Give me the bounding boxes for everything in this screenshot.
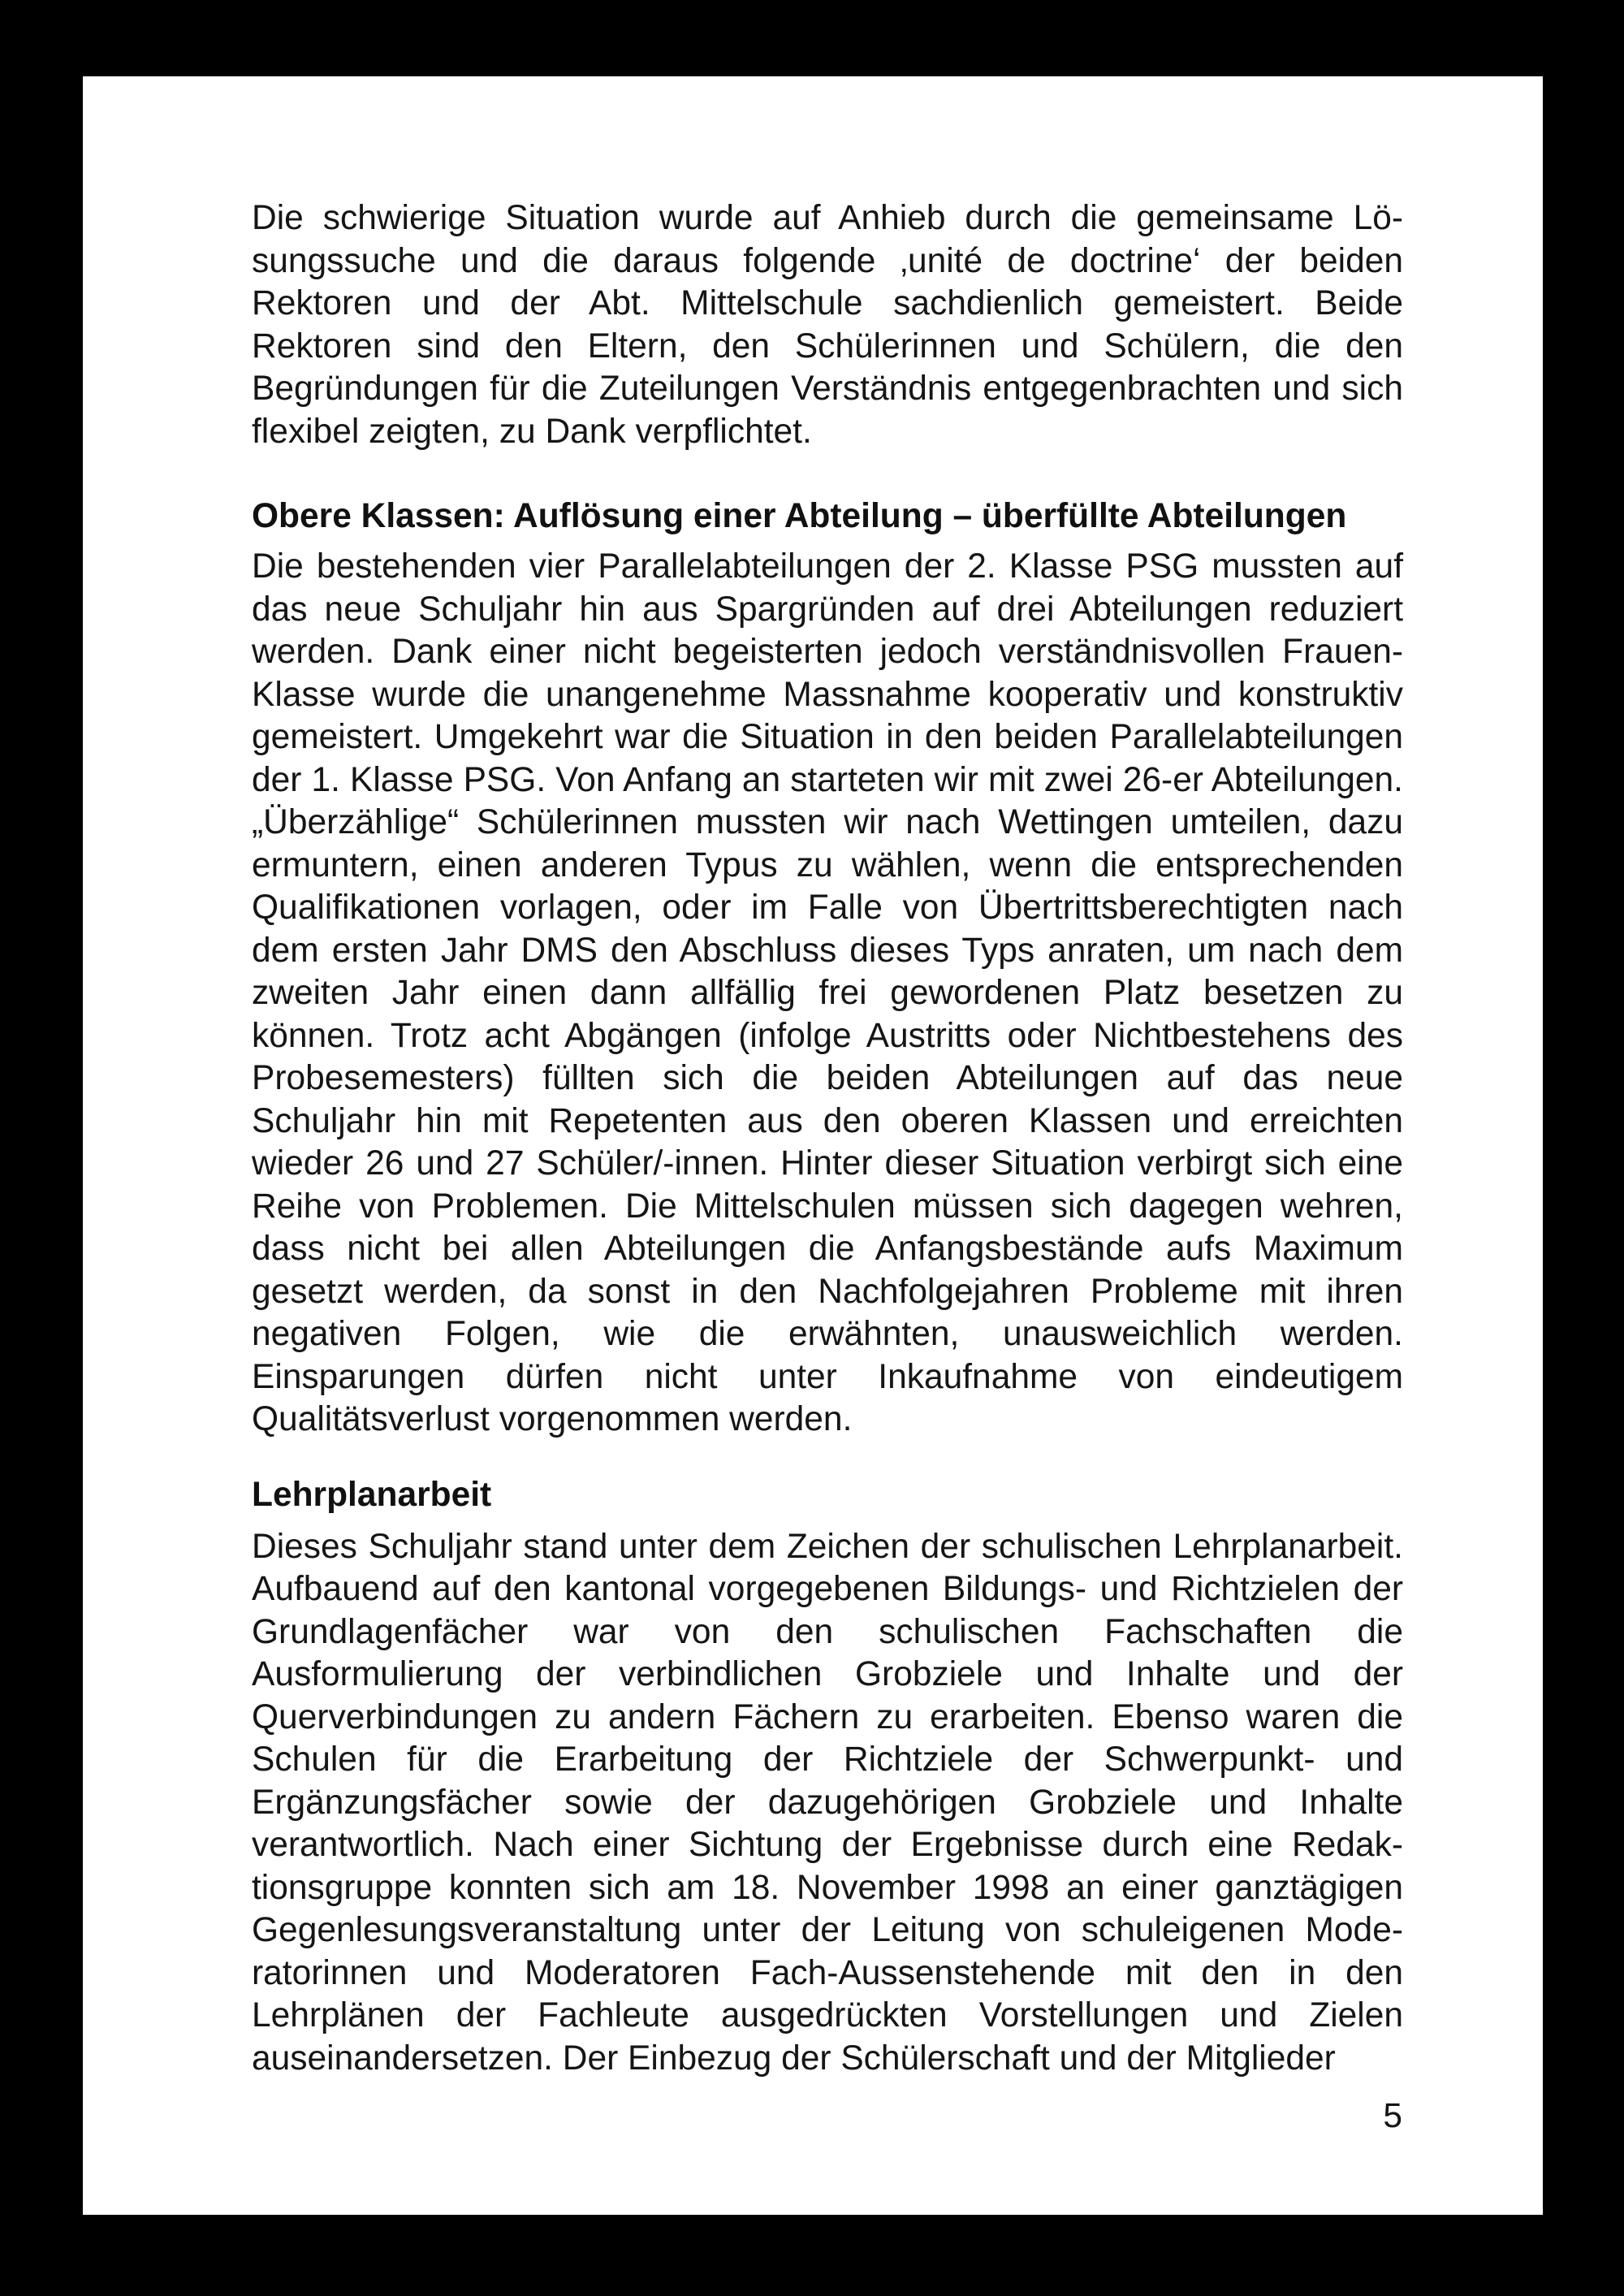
- heading-obere-klassen: Obere Klassen: Auflösung einer Abteilung – überfüllte Abteilungen: [252, 497, 1347, 535]
- paragraph-obere-klassen: Die bestehenden vier Parallelabteilungen der 2. Klasse PSG mussten auf das neue Schuljahr hin aus Spargründen auf drei Abteilungen reduziert werden. Dank einer nicht begeisterten jedoch verständnisvollen Frauen-Klasse wurde die unangenehme Massnahme kooperativ und konstruktiv gemeistert. Umgekehrt war die Situation in den beiden Parallelabteilungen der 1. Klasse PSG. Von Anfang an starteten wir mit zwei 26-er Abteilungen. „Überzählige“ Schülerinnen mussten wir nach Wettingen umteilen, dazu ermuntern, einen anderen Typus zu wählen, wenn die entsprechenden Qualifikationen vorlagen, oder im Falle von Übertrittsberechtigten nach dem ersten Jahr DMS den Abschluss dieses Typs anraten, um nach dem zweiten Jahr einen dann allfällig frei gewordenen Platz besetzen zu können. Trotz acht Abgängen (infolge Austritts oder Nichtbestehens des Probesemesters) füllten sich die beiden Abteilungen auf das neue Schuljahr hin mit Repetenten aus den oberen Klassen und erreichten wieder 26 und 27 Schüler/-innen. Hinter dieser Situation verbirgt sich eine Reihe von Problemen. Die Mittelschulen müssen sich dagegen wehren, dass nicht bei allen Abteilungen die Anfangsbestände aufs Maximum gesetzt werden, da sonst in den Nachfolgejahren Probleme mit ihren negativen Folgen, wie die erwähnten, unausweichlich werden. Einsparungen dürfen nicht unter Inkaufnahme von eindeutigem Qualitätsverlust vorgenommen werden.: [252, 547, 1403, 1438]
- page-number: 5: [1383, 2097, 1402, 2135]
- paragraph-lehrplanarbeit: Dieses Schuljahr stand unter dem Zeichen der schulischen Lehrplanarbeit. Aufbauend auf den kantonal vorgegebenen Bildungs- und Richtzielen der Grundlagenfächer war von den schulischen Fachschaften die Ausformulierung der verbindlichen Grobziele und Inhalte und der Querverbindungen zu andern Fächern zu erarbeiten. Ebenso waren die Schulen für die Erarbeitung der Richtziele der Schwerpunkt- und Ergänzungsfächer sowie der dazugehörigen Grobziele und Inhalte verantwortlich. Nach einer Sichtung der Ergebnisse durch eine Redaktionsgruppe konnten sich am 18. November 1998 an einer ganztägigen Gegenlesungsveranstaltung unter der Leitung von schuleigenen Moderatorinnen und Moderatoren Fach-Aussenstehende mit den in den Lehrplänen der Fachleute ausgedrückten Vorstellungen und Zielen auseinandersetzen. Der Einbezug der Schülerschaft und der Mitglieder: [252, 1527, 1403, 2078]
- document-page: [83, 76, 1543, 2215]
- paragraph-intro: Die schwierige Situation wurde auf Anhieb durch die gemeinsame Lösungssuche und die daraus folgende ‚unité de doctrine‘ der beiden Rektoren und der Abt. Mittelschule sachdienlich gemeistert. Beide Rektoren sind den Eltern, den Schülerinnen und Schülern, die den Begründungen für die Zuteilungen Verständnis entgegenbrachten und sich flexibel zeigten, zu Dank verpflichtet.: [252, 199, 1403, 451]
- heading-lehrplanarbeit: Lehrplanarbeit: [252, 1475, 492, 1514]
- page-content: [252, 197, 1403, 2080]
